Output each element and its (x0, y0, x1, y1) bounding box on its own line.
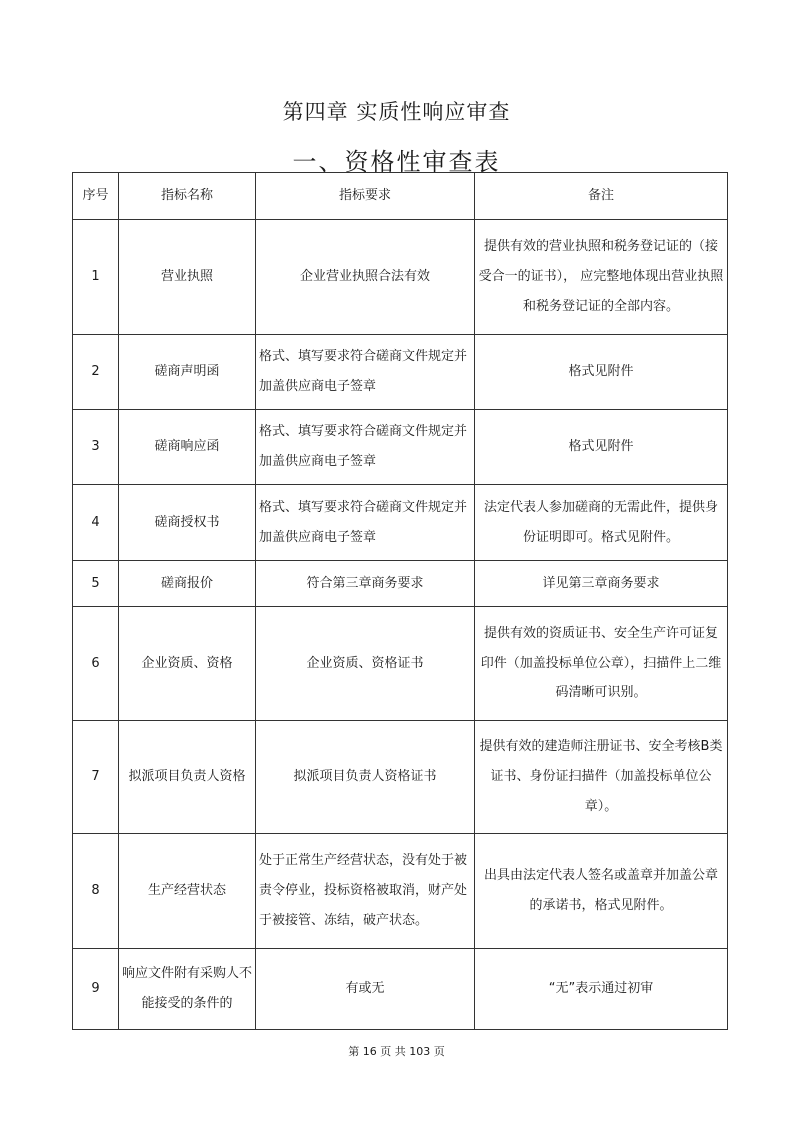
row-note: 提供有效的营业执照和税务登记证的（接受合一的证书）， 应完整地体现出营业执照和税务登记证的全部内容。 (475, 220, 728, 335)
row-name: 磋商报价 (119, 561, 256, 607)
row-name: 生产经营状态 (119, 834, 256, 949)
row-requirement: 企业营业执照合法有效 (256, 220, 475, 335)
header-requirement: 指标要求 (256, 173, 475, 220)
table-row (73, 485, 728, 561)
row-no: 5 (73, 561, 119, 607)
row-no: 3 (73, 410, 119, 485)
row-name: 磋商授权书 (119, 485, 256, 561)
row-note: 详见第三章商务要求 (475, 561, 728, 607)
row-no: 9 (73, 949, 119, 1030)
row-name: 响应文件附有采购人不能接受的条件的 (119, 949, 256, 1030)
row-no: 6 (73, 607, 119, 721)
row-name: 拟派项目负责人资格 (119, 721, 256, 834)
row-note: 格式见附件 (475, 410, 728, 485)
row-no: 2 (73, 335, 119, 410)
row-requirement: 有或无 (256, 949, 475, 1030)
table-row (73, 561, 728, 607)
row-note: 法定代表人参加磋商的无需此件，提供身份证明即可。格式见附件。 (475, 485, 728, 561)
table-row (73, 721, 728, 834)
row-no: 7 (73, 721, 119, 834)
table-row (73, 410, 728, 485)
row-note: 出具由法定代表人签名或盖章并加盖公章的承诺书，格式见附件。 (475, 834, 728, 949)
row-note: 提供有效的建造师注册证书、安全考核B类证书、身份证扫描件（加盖投标单位公章）。 (475, 721, 728, 834)
section-title: 一、资格性审查表 (292, 148, 501, 176)
table-row (73, 220, 728, 335)
row-note: 格式见附件 (475, 335, 728, 410)
row-note: “无”表示通过初审 (475, 949, 728, 1030)
row-requirement: 处于正常生产经营状态，没有处于被责令停业，投标资格被取消，财产处于被接管、冻结，破产状态。 (256, 834, 475, 949)
row-requirement: 拟派项目负责人资格证书 (256, 721, 475, 834)
row-name: 磋商响应函 (119, 410, 256, 485)
row-requirement: 格式、填写要求符合磋商文件规定并加盖供应商电子签章 (256, 410, 475, 485)
page-footer: 第 16 页 共 103 页 (348, 1045, 445, 1058)
header-name: 指标名称 (119, 173, 256, 220)
row-no: 4 (73, 485, 119, 561)
table-row (73, 335, 728, 410)
row-requirement: 格式、填写要求符合磋商文件规定并加盖供应商电子签章 (256, 335, 475, 410)
table-row (73, 607, 728, 721)
qualification-review-table (72, 172, 728, 1030)
header-note: 备注 (475, 173, 728, 220)
row-name: 企业资质、资格 (119, 607, 256, 721)
table-row (73, 834, 728, 949)
row-name: 磋商声明函 (119, 335, 256, 410)
chapter-title: 第四章 实质性响应审查 (282, 100, 511, 124)
row-name: 营业执照 (119, 220, 256, 335)
header-no: 序号 (73, 173, 119, 220)
row-requirement: 符合第三章商务要求 (256, 561, 475, 607)
row-requirement: 企业资质、资格证书 (256, 607, 475, 721)
row-requirement: 格式、填写要求符合磋商文件规定并加盖供应商电子签章 (256, 485, 475, 561)
row-no: 8 (73, 834, 119, 949)
row-no: 1 (73, 220, 119, 335)
row-note: 提供有效的资质证书、安全生产许可证复印件（加盖投标单位公章），扫描件上二维码清晰可识别。 (475, 607, 728, 721)
table-header-row (73, 173, 728, 220)
table-row (73, 949, 728, 1030)
